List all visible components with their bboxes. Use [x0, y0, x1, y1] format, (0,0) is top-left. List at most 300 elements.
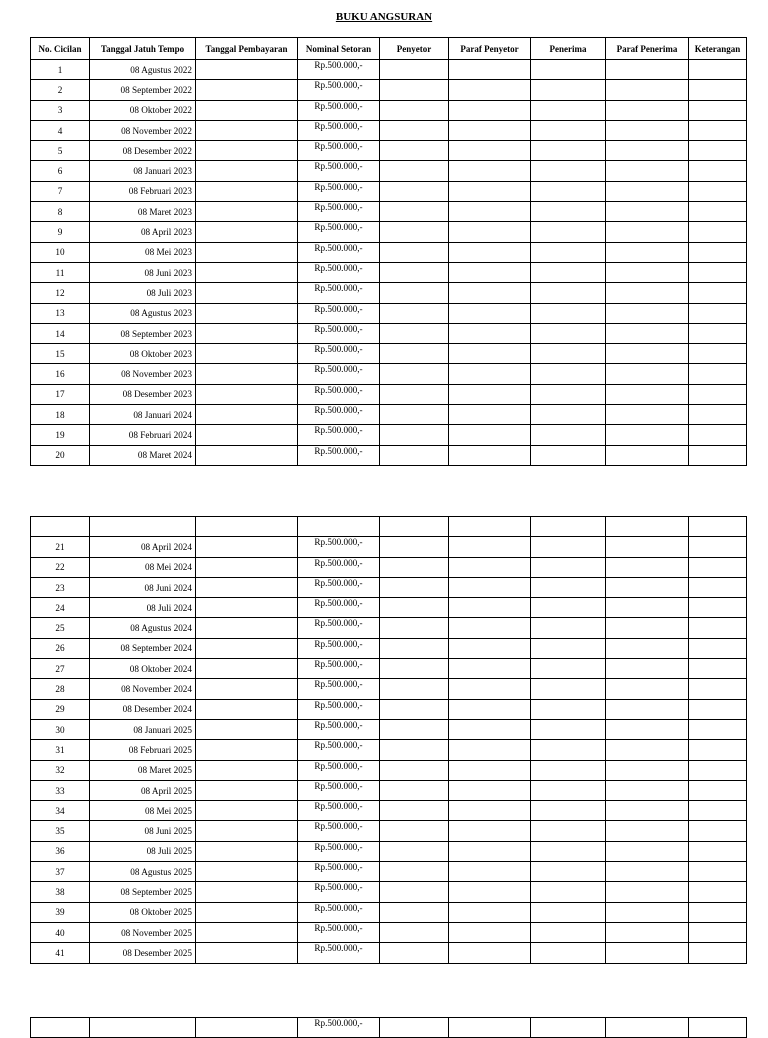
cell-penerima	[531, 283, 606, 303]
cell-keterangan	[689, 120, 747, 140]
cell-paraf-penyetor	[449, 303, 531, 323]
cell-no-cicilan: 37	[31, 862, 90, 882]
cell-penerima	[531, 740, 606, 760]
cell-tanggal-pembayaran	[196, 557, 298, 577]
cell-tanggal-jatuh-tempo: 08 April 2024	[90, 537, 196, 557]
header-paraf-penyetor: Paraf Penyetor	[449, 38, 531, 60]
cell-keterangan	[689, 760, 747, 780]
cell-tanggal-jatuh-tempo: 08 Oktober 2025	[90, 902, 196, 922]
cell-no-cicilan: 31	[31, 740, 90, 760]
cell-paraf-penerima	[606, 780, 689, 800]
header-keterangan: Keterangan	[689, 38, 747, 60]
cell-paraf-penerima	[606, 364, 689, 384]
cell-tanggal-jatuh-tempo: 08 Desember 2023	[90, 384, 196, 404]
cell-penyetor	[380, 283, 449, 303]
cell-paraf-penerima	[606, 801, 689, 821]
cell-penyetor	[380, 344, 449, 364]
cell-penerima	[531, 943, 606, 963]
cell-nominal-setoran: Rp.500.000,-	[298, 60, 380, 80]
cell-paraf-penyetor	[449, 699, 531, 719]
cell-tanggal-pembayaran	[196, 161, 298, 181]
cell-nominal-setoran: Rp.500.000,-	[298, 80, 380, 100]
cell-tanggal-jatuh-tempo: 08 Juli 2023	[90, 283, 196, 303]
header-penyetor: Penyetor	[380, 38, 449, 60]
cell-paraf-penyetor	[449, 1018, 531, 1038]
cell-penerima	[531, 202, 606, 222]
cell-nominal-setoran: Rp.500.000,-	[298, 801, 380, 821]
cell-keterangan	[689, 364, 747, 384]
cell-penyetor	[380, 222, 449, 242]
cell-no-cicilan: 6	[31, 161, 90, 181]
cell-nominal-setoran: Rp.500.000,-	[298, 222, 380, 242]
cell-tanggal-pembayaran	[196, 141, 298, 161]
cell-tanggal-jatuh-tempo	[90, 1018, 196, 1038]
cell-tanggal-jatuh-tempo: 08 Januari 2025	[90, 719, 196, 739]
cell-paraf-penerima	[606, 141, 689, 161]
table-row	[31, 517, 747, 537]
cell-no-cicilan: 17	[31, 384, 90, 404]
cell-penerima	[531, 425, 606, 445]
cell-tanggal-jatuh-tempo: 08 Agustus 2023	[90, 303, 196, 323]
table-row	[31, 242, 747, 262]
cell-penyetor	[380, 862, 449, 882]
cell-paraf-penyetor	[449, 344, 531, 364]
cell-keterangan	[689, 537, 747, 557]
cell-keterangan	[689, 405, 747, 425]
cell-keterangan	[689, 425, 747, 445]
cell-penerima	[531, 222, 606, 242]
cell-no-cicilan: 40	[31, 922, 90, 942]
cell-paraf-penyetor	[449, 862, 531, 882]
cell-keterangan	[689, 344, 747, 364]
cell-paraf-penyetor	[449, 161, 531, 181]
cell-keterangan	[689, 618, 747, 638]
cell-paraf-penerima	[606, 740, 689, 760]
cell-penerima	[531, 638, 606, 658]
cell-penerima	[531, 841, 606, 861]
cell-tanggal-pembayaran	[196, 577, 298, 597]
cell-penerima	[531, 679, 606, 699]
cell-tanggal-pembayaran	[196, 699, 298, 719]
cell-tanggal-jatuh-tempo: 08 November 2024	[90, 679, 196, 699]
cell-paraf-penyetor	[449, 405, 531, 425]
cell-keterangan	[689, 780, 747, 800]
cell-keterangan	[689, 384, 747, 404]
cell-paraf-penyetor	[449, 283, 531, 303]
cell-paraf-penerima	[606, 821, 689, 841]
cell-penerima	[531, 862, 606, 882]
cell-paraf-penyetor	[449, 598, 531, 618]
cell-penyetor	[380, 120, 449, 140]
installment-table-page-3	[30, 1017, 747, 1038]
cell-penyetor	[380, 141, 449, 161]
cell-tanggal-jatuh-tempo: 08 Mei 2025	[90, 801, 196, 821]
cell-paraf-penerima	[606, 202, 689, 222]
cell-paraf-penyetor	[449, 618, 531, 638]
cell-nominal-setoran: Rp.500.000,-	[298, 557, 380, 577]
cell-keterangan	[689, 222, 747, 242]
cell-keterangan	[689, 638, 747, 658]
cell-tanggal-pembayaran	[196, 943, 298, 963]
cell-nominal-setoran: Rp.500.000,-	[298, 719, 380, 739]
cell-tanggal-pembayaran	[196, 1018, 298, 1038]
cell-penerima	[531, 760, 606, 780]
cell-penerima	[531, 577, 606, 597]
cell-tanggal-pembayaran	[196, 202, 298, 222]
cell-no-cicilan: 36	[31, 841, 90, 861]
cell-penerima	[531, 537, 606, 557]
table-row	[31, 202, 747, 222]
cell-paraf-penyetor	[449, 425, 531, 445]
cell-penyetor	[380, 445, 449, 465]
cell-nominal-setoran: Rp.500.000,-	[298, 699, 380, 719]
cell-tanggal-pembayaran	[196, 303, 298, 323]
cell-paraf-penerima	[606, 242, 689, 262]
cell-no-cicilan: 16	[31, 364, 90, 384]
cell-nominal-setoran: Rp.500.000,-	[298, 740, 380, 760]
table-row	[31, 100, 747, 120]
cell-tanggal-jatuh-tempo: 08 Mei 2024	[90, 557, 196, 577]
table-row	[31, 405, 747, 425]
cell-penyetor	[380, 303, 449, 323]
table-row	[31, 323, 747, 343]
cell-tanggal-jatuh-tempo: 08 September 2022	[90, 80, 196, 100]
cell-keterangan	[689, 922, 747, 942]
cell-nominal-setoran: Rp.500.000,-	[298, 242, 380, 262]
cell-nominal-setoran: Rp.500.000,-	[298, 262, 380, 282]
cell-paraf-penerima	[606, 557, 689, 577]
cell-tanggal-pembayaran	[196, 760, 298, 780]
cell-penerima	[531, 618, 606, 638]
cell-tanggal-pembayaran	[196, 882, 298, 902]
cell-penerima	[531, 161, 606, 181]
cell-nominal-setoran: Rp.500.000,-	[298, 303, 380, 323]
cell-penyetor	[380, 801, 449, 821]
cell-tanggal-pembayaran	[196, 841, 298, 861]
cell-keterangan	[689, 283, 747, 303]
cell-paraf-penerima	[606, 760, 689, 780]
cell-keterangan	[689, 841, 747, 861]
installment-table-page-1	[30, 37, 747, 466]
cell-paraf-penerima	[606, 405, 689, 425]
cell-keterangan	[689, 161, 747, 181]
cell-paraf-penyetor	[449, 943, 531, 963]
cell-no-cicilan: 23	[31, 577, 90, 597]
table-row	[31, 598, 747, 618]
cell-tanggal-jatuh-tempo: 08 Juli 2025	[90, 841, 196, 861]
cell-tanggal-jatuh-tempo: 08 Maret 2024	[90, 445, 196, 465]
cell-nominal-setoran: Rp.500.000,-	[298, 344, 380, 364]
cell-nominal-setoran	[298, 517, 380, 537]
cell-no-cicilan: 3	[31, 100, 90, 120]
cell-tanggal-jatuh-tempo: 08 Oktober 2023	[90, 344, 196, 364]
cell-no-cicilan	[31, 1018, 90, 1038]
cell-penerima	[531, 557, 606, 577]
cell-keterangan	[689, 323, 747, 343]
cell-tanggal-jatuh-tempo: 08 Juni 2023	[90, 262, 196, 282]
cell-paraf-penerima	[606, 1018, 689, 1038]
cell-tanggal-pembayaran	[196, 902, 298, 922]
cell-paraf-penyetor	[449, 740, 531, 760]
cell-paraf-penerima	[606, 303, 689, 323]
cell-tanggal-pembayaran	[196, 344, 298, 364]
cell-paraf-penyetor	[449, 80, 531, 100]
cell-tanggal-pembayaran	[196, 242, 298, 262]
cell-tanggal-jatuh-tempo: 08 Februari 2025	[90, 740, 196, 760]
cell-keterangan	[689, 740, 747, 760]
cell-penyetor	[380, 517, 449, 537]
cell-penyetor	[380, 943, 449, 963]
table-row	[31, 425, 747, 445]
table-row	[31, 801, 747, 821]
table-row	[31, 303, 747, 323]
cell-keterangan	[689, 202, 747, 222]
cell-penyetor	[380, 882, 449, 902]
cell-keterangan	[689, 598, 747, 618]
cell-nominal-setoran: Rp.500.000,-	[298, 882, 380, 902]
cell-paraf-penyetor	[449, 821, 531, 841]
cell-paraf-penyetor	[449, 557, 531, 577]
cell-no-cicilan: 5	[31, 141, 90, 161]
table-row	[31, 638, 747, 658]
cell-penyetor	[380, 100, 449, 120]
header-tanggal-jatuh-tempo: Tanggal Jatuh Tempo	[90, 38, 196, 60]
table-row	[31, 1018, 747, 1038]
cell-keterangan	[689, 80, 747, 100]
cell-keterangan	[689, 262, 747, 282]
cell-paraf-penerima	[606, 262, 689, 282]
table-row	[31, 922, 747, 942]
cell-no-cicilan: 26	[31, 638, 90, 658]
cell-paraf-penyetor	[449, 780, 531, 800]
cell-nominal-setoran: Rp.500.000,-	[298, 202, 380, 222]
cell-tanggal-jatuh-tempo: 08 Agustus 2022	[90, 60, 196, 80]
cell-paraf-penyetor	[449, 841, 531, 861]
cell-keterangan	[689, 882, 747, 902]
cell-keterangan	[689, 821, 747, 841]
cell-penyetor	[380, 922, 449, 942]
cell-no-cicilan: 18	[31, 405, 90, 425]
cell-paraf-penyetor	[449, 242, 531, 262]
cell-penyetor	[380, 760, 449, 780]
table-row	[31, 760, 747, 780]
cell-paraf-penyetor	[449, 262, 531, 282]
cell-tanggal-pembayaran	[196, 638, 298, 658]
cell-penyetor	[380, 425, 449, 445]
table-row	[31, 262, 747, 282]
cell-tanggal-pembayaran	[196, 740, 298, 760]
cell-tanggal-pembayaran	[196, 384, 298, 404]
cell-tanggal-pembayaran	[196, 222, 298, 242]
cell-tanggal-jatuh-tempo: 08 September 2024	[90, 638, 196, 658]
cell-no-cicilan: 11	[31, 262, 90, 282]
cell-penerima	[531, 405, 606, 425]
table-row	[31, 780, 747, 800]
cell-tanggal-jatuh-tempo: 08 September 2023	[90, 323, 196, 343]
table-row	[31, 384, 747, 404]
cell-tanggal-jatuh-tempo: 08 Januari 2023	[90, 161, 196, 181]
cell-keterangan	[689, 303, 747, 323]
cell-tanggal-pembayaran	[196, 405, 298, 425]
cell-keterangan	[689, 719, 747, 739]
cell-paraf-penerima	[606, 598, 689, 618]
cell-penerima	[531, 821, 606, 841]
cell-keterangan	[689, 943, 747, 963]
table-row	[31, 618, 747, 638]
cell-penerima	[531, 598, 606, 618]
cell-paraf-penerima	[606, 80, 689, 100]
cell-paraf-penerima	[606, 425, 689, 445]
cell-tanggal-pembayaran	[196, 659, 298, 679]
cell-paraf-penyetor	[449, 384, 531, 404]
cell-no-cicilan: 19	[31, 425, 90, 445]
cell-nominal-setoran: Rp.500.000,-	[298, 862, 380, 882]
cell-paraf-penerima	[606, 517, 689, 537]
cell-paraf-penerima	[606, 841, 689, 861]
cell-no-cicilan: 38	[31, 882, 90, 902]
cell-penerima	[531, 384, 606, 404]
cell-penyetor	[380, 262, 449, 282]
cell-nominal-setoran: Rp.500.000,-	[298, 922, 380, 942]
cell-keterangan	[689, 445, 747, 465]
cell-no-cicilan: 21	[31, 537, 90, 557]
cell-tanggal-jatuh-tempo: 08 September 2025	[90, 882, 196, 902]
cell-paraf-penyetor	[449, 638, 531, 658]
cell-tanggal-jatuh-tempo: 08 Januari 2024	[90, 405, 196, 425]
table-row	[31, 740, 747, 760]
cell-keterangan	[689, 141, 747, 161]
cell-no-cicilan: 34	[31, 801, 90, 821]
cell-paraf-penyetor	[449, 181, 531, 201]
cell-penerima	[531, 80, 606, 100]
cell-paraf-penyetor	[449, 100, 531, 120]
cell-keterangan	[689, 517, 747, 537]
cell-tanggal-jatuh-tempo: 08 November 2023	[90, 364, 196, 384]
cell-penerima	[531, 902, 606, 922]
cell-tanggal-pembayaran	[196, 80, 298, 100]
cell-paraf-penerima	[606, 679, 689, 699]
cell-penerima	[531, 719, 606, 739]
cell-paraf-penyetor	[449, 760, 531, 780]
cell-paraf-penerima	[606, 100, 689, 120]
header-nominal-setoran: Nominal Setoran	[298, 38, 380, 60]
cell-penyetor	[380, 638, 449, 658]
cell-nominal-setoran: Rp.500.000,-	[298, 364, 380, 384]
cell-tanggal-jatuh-tempo: 08 Agustus 2025	[90, 862, 196, 882]
table-row	[31, 679, 747, 699]
cell-no-cicilan: 35	[31, 821, 90, 841]
cell-tanggal-jatuh-tempo: 08 April 2023	[90, 222, 196, 242]
cell-no-cicilan: 30	[31, 719, 90, 739]
cell-no-cicilan	[31, 517, 90, 537]
cell-nominal-setoran: Rp.500.000,-	[298, 1018, 380, 1038]
cell-penyetor	[380, 405, 449, 425]
cell-penyetor	[380, 598, 449, 618]
cell-nominal-setoran: Rp.500.000,-	[298, 577, 380, 597]
cell-tanggal-pembayaran	[196, 517, 298, 537]
cell-penerima	[531, 517, 606, 537]
cell-no-cicilan: 4	[31, 120, 90, 140]
cell-keterangan	[689, 659, 747, 679]
cell-penyetor	[380, 202, 449, 222]
cell-paraf-penyetor	[449, 60, 531, 80]
cell-no-cicilan: 20	[31, 445, 90, 465]
cell-tanggal-pembayaran	[196, 445, 298, 465]
cell-tanggal-pembayaran	[196, 801, 298, 821]
cell-tanggal-jatuh-tempo: 08 Desember 2024	[90, 699, 196, 719]
cell-nominal-setoran: Rp.500.000,-	[298, 405, 380, 425]
cell-paraf-penerima	[606, 323, 689, 343]
cell-nominal-setoran: Rp.500.000,-	[298, 943, 380, 963]
cell-tanggal-pembayaran	[196, 364, 298, 384]
cell-no-cicilan: 28	[31, 679, 90, 699]
cell-nominal-setoran: Rp.500.000,-	[298, 679, 380, 699]
cell-keterangan	[689, 181, 747, 201]
cell-paraf-penerima	[606, 922, 689, 942]
cell-nominal-setoran: Rp.500.000,-	[298, 445, 380, 465]
cell-penyetor	[380, 60, 449, 80]
cell-tanggal-jatuh-tempo: 08 April 2025	[90, 780, 196, 800]
cell-tanggal-jatuh-tempo	[90, 517, 196, 537]
cell-tanggal-pembayaran	[196, 262, 298, 282]
cell-no-cicilan: 27	[31, 659, 90, 679]
cell-paraf-penyetor	[449, 659, 531, 679]
cell-nominal-setoran: Rp.500.000,-	[298, 100, 380, 120]
cell-no-cicilan: 29	[31, 699, 90, 719]
cell-penyetor	[380, 181, 449, 201]
cell-keterangan	[689, 60, 747, 80]
cell-nominal-setoran: Rp.500.000,-	[298, 141, 380, 161]
cell-paraf-penerima	[606, 618, 689, 638]
cell-penerima	[531, 100, 606, 120]
cell-paraf-penerima	[606, 943, 689, 963]
cell-penerima	[531, 882, 606, 902]
cell-paraf-penyetor	[449, 141, 531, 161]
table-row	[31, 344, 747, 364]
cell-penerima	[531, 181, 606, 201]
cell-paraf-penyetor	[449, 202, 531, 222]
cell-paraf-penyetor	[449, 902, 531, 922]
table-row	[31, 557, 747, 577]
cell-paraf-penyetor	[449, 537, 531, 557]
cell-penyetor	[380, 659, 449, 679]
cell-nominal-setoran: Rp.500.000,-	[298, 780, 380, 800]
cell-nominal-setoran: Rp.500.000,-	[298, 537, 380, 557]
cell-paraf-penyetor	[449, 364, 531, 384]
table-header-row	[31, 38, 747, 60]
cell-tanggal-pembayaran	[196, 618, 298, 638]
table-row	[31, 222, 747, 242]
cell-paraf-penyetor	[449, 719, 531, 739]
cell-no-cicilan: 39	[31, 902, 90, 922]
document-title: BUKU ANGSURAN	[335, 11, 433, 23]
cell-penyetor	[380, 537, 449, 557]
cell-penerima	[531, 659, 606, 679]
cell-keterangan	[689, 100, 747, 120]
cell-nominal-setoran: Rp.500.000,-	[298, 425, 380, 445]
table-row	[31, 283, 747, 303]
cell-penerima	[531, 141, 606, 161]
cell-paraf-penerima	[606, 699, 689, 719]
cell-no-cicilan: 14	[31, 323, 90, 343]
cell-tanggal-pembayaran	[196, 60, 298, 80]
cell-tanggal-pembayaran	[196, 323, 298, 343]
cell-paraf-penerima	[606, 283, 689, 303]
cell-keterangan	[689, 557, 747, 577]
table-row	[31, 841, 747, 861]
cell-nominal-setoran: Rp.500.000,-	[298, 841, 380, 861]
cell-paraf-penerima	[606, 60, 689, 80]
